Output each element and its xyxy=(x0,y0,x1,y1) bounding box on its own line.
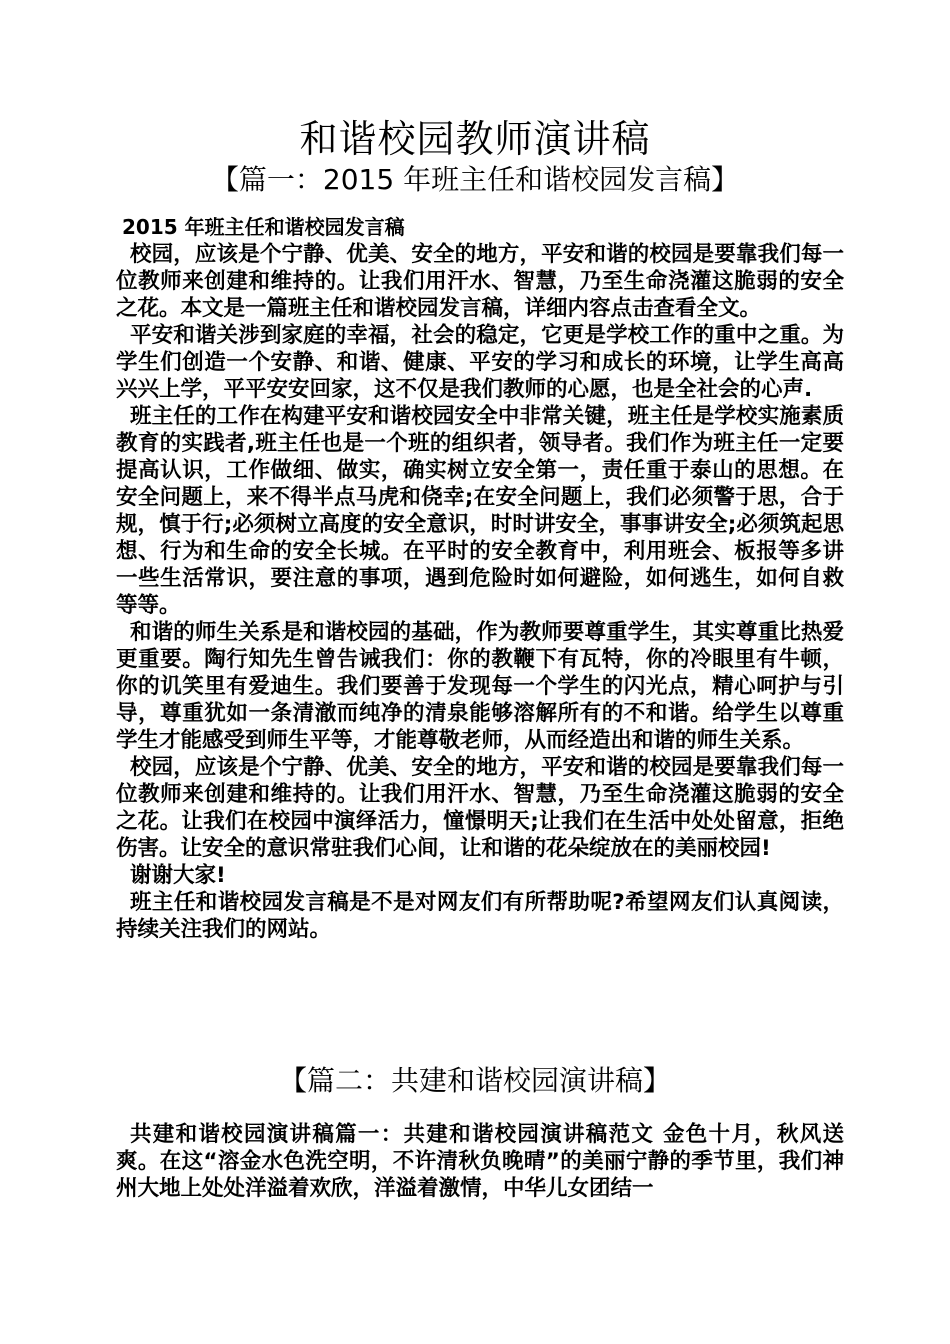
paragraph: 共建和谐校园演讲稿篇一：共建和谐校园演讲稿范文 金色十月，秋风送爽。在这“溶金水色洗空明，不许清秋负晚晴”的美丽宁静的季节里，我们神州大地上处处洋溢着欢欣，洋溢着激情，中华儿女团结一 xyxy=(116,1122,844,1201)
paragraph: 班主任和谐校园发言稿是不是对网友们有所帮助呢?希望网友们认真阅读，持续关注我们的网站。 xyxy=(116,890,844,942)
paragraph: 和谐的师生关系是和谐校园的基础，作为教师要尊重学生，其实尊重比热爱更重要。陶行知先生曾告诫我们：你的教鞭下有瓦特，你的冷眼里有牛顿，你的讥笑里有爱迪生。我们要善于发现每一个学生的闪光点，精心呵护与引导，尊重犹如一条清澈而纯净的清泉能够溶解所有的不和谐。给学生以尊重学生才能感受到师生平等，才能尊敬老师，从而经造出和谐的师生关系。 xyxy=(116,620,844,753)
closing-thanks: 谢谢大家! xyxy=(130,863,226,888)
paragraph: 校园，应该是个宁静、优美、安全的地方，平安和谐的校园是要靠我们每一位教师来创建和维持的。让我们用汗水、智慧，乃至生命浇灌这脆弱的安全之花。本文是一篇班主任和谐校园发言稿，详细内容点击查看全文。 xyxy=(116,242,844,321)
section-subheading: 2015 年班主任和谐校园发言稿 xyxy=(122,215,405,239)
section-body-2 xyxy=(116,1121,844,1202)
paragraph: 平安和谐关涉到家庭的幸福，社会的稳定，它更是学校工作的重中之重。为学生们创造一个安静、和谐、健康、平安的学习和成长的环境，让学生高高兴兴上学，平平安安回家，这不仅是我们教师的心愿，也是全社会的心声. xyxy=(116,323,844,402)
section-body-1 xyxy=(116,214,844,943)
paragraph: 班主任的工作在构建平安和谐校园安全中非常关键，班主任是学校实施素质教育的实践者,班主任也是一个班的组织者，领导者。我们作为班主任一定要提高认识，工作做细、做实，确实树立安全第一，责任重于泰山的思想。在安全问题上，来不得半点马虎和侥幸;在安全问题上，我们必须警于思，合于规，慎于行;必须树立高度的安全意识，时时讲安全，事事讲安全;必须筑起思想、行为和生命的安全长城。在平时的安全教育中，利用班会、板报等多讲一些生活常识，要注意的事项，遇到危险时如何避险，如何逃生，如何自救等等。 xyxy=(116,404,844,618)
document-title: 和谐校园教师演讲稿 xyxy=(299,117,651,161)
section-heading-1: 【篇一：2015 年班主任和谐校园发言稿】 xyxy=(210,163,740,196)
paragraph: 校园，应该是个宁静、优美、安全的地方，平安和谐的校园是要靠我们每一位教师来创建和维持的。让我们用汗水、智慧，乃至生命浇灌这脆弱的安全之花。让我们在校园中演绎活力，憧憬明天;让我们在生活中处处留意，拒绝伤害。让安全的意识常驻我们心间，让和谐的花朵绽放在的美丽校园! xyxy=(116,755,844,861)
section-heading-2: 【篇二：共建和谐校园演讲稿】 xyxy=(278,1064,671,1097)
